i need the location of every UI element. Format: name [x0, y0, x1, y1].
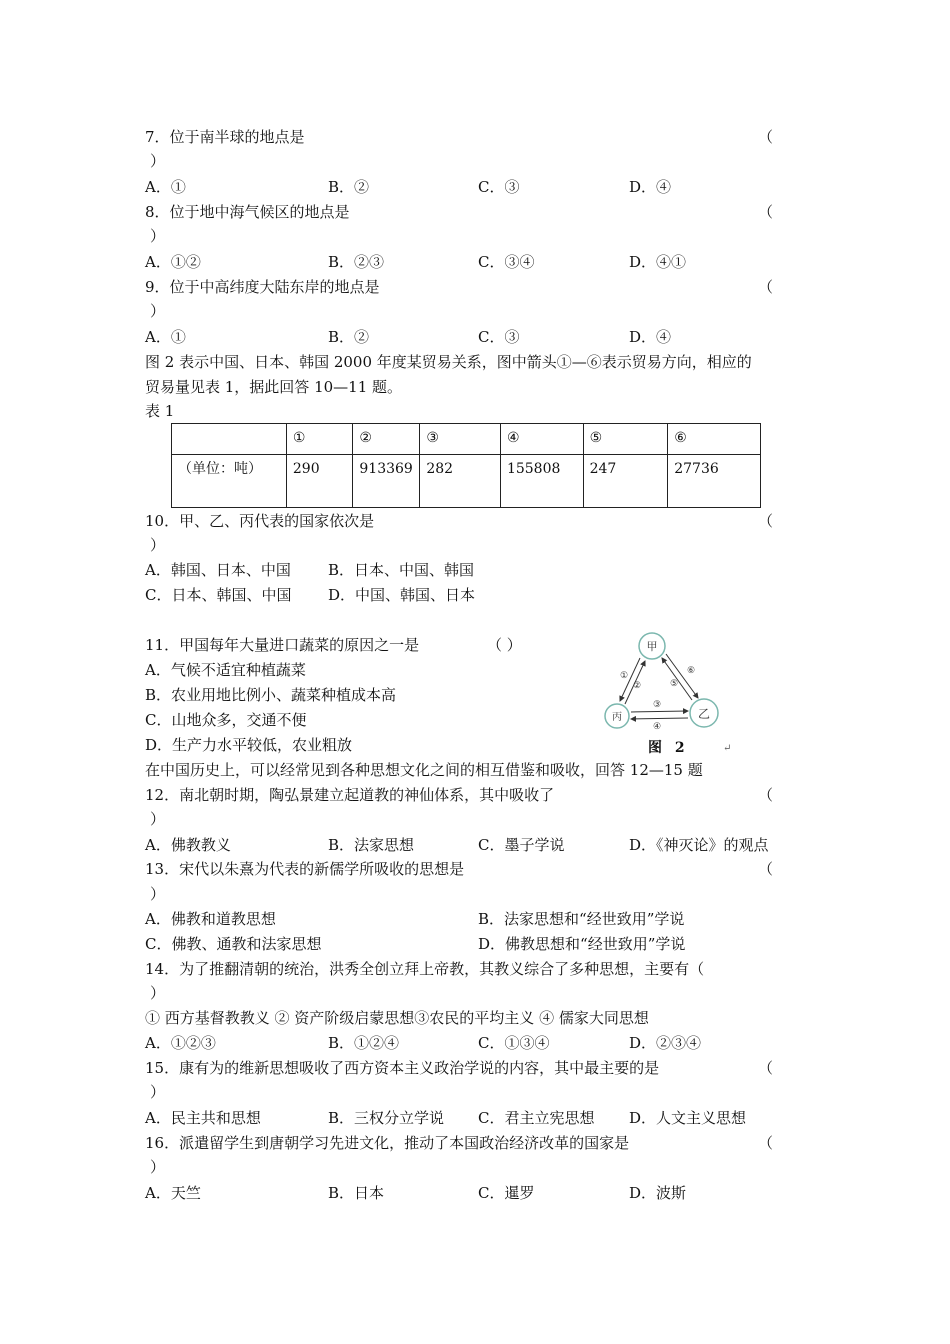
q7-option-c: C．③ [478, 178, 520, 196]
q9-paren-close: ） [150, 302, 166, 320]
arrow-3 [631, 711, 688, 712]
table-header-cell: ① [286, 424, 353, 455]
q9-stem: 9．位于中高纬度大陆东岸的地点是 [145, 278, 380, 296]
q14-option-b: B．①②④ [328, 1034, 400, 1052]
q15-option-a: A．民主共和思想 [145, 1109, 261, 1127]
q8-option-c: C．③④ [478, 253, 535, 271]
q14-stem: 14．为了推翻清朝的统治，洪秀全创立拜上帝教，其教义综合了多种思想，主要有（ [145, 960, 705, 978]
arrow-label-5: ⑤ [670, 679, 679, 689]
return-mark: ↵ [723, 743, 732, 754]
q13-option-c: C．佛教、通教和法家思想 [145, 935, 322, 953]
q7-stem: 7．位于南半球的地点是 [145, 128, 305, 146]
trade-intro-line1: 图 2 表示中国、日本、韩国 2000 年度某贸易关系，图中箭头①—⑥表示贸易方向，相应的 [145, 353, 752, 371]
table-header-row [172, 424, 761, 455]
q12-stem: 12．南北朝时期，陶弘景建立起道教的神仙体系，其中吸收了 [145, 786, 555, 804]
q16-stem: 16．派遣留学生到唐朝学习先进文化，推动了本国政治经济改革的国家是 [145, 1134, 630, 1152]
q12-paren-close: ） [150, 810, 166, 828]
q14-option-c: C．①③④ [478, 1034, 550, 1052]
node-bing-label: 丙 [612, 712, 622, 723]
table-cell: 247 [583, 455, 668, 508]
q15-stem: 15．康有为的维新思想吸收了西方资本主义政治学说的内容，其中最主要的是 [145, 1059, 660, 1077]
q11-option-d: D．生产力水平较低，农业粗放 [145, 736, 353, 754]
q9-option-b: B．② [328, 328, 370, 346]
q13-paren-close: ） [150, 885, 166, 903]
q8-paren-open: （ [758, 203, 774, 221]
q8-option-d: D．④① [629, 253, 687, 271]
node-jia-label: 甲 [646, 640, 658, 653]
q13-stem: 13．宋代以朱熹为代表的新儒学所吸收的思想是 [145, 860, 465, 878]
table-cell: 290 [286, 455, 353, 508]
q10-paren-open: （ [758, 512, 774, 530]
table-cell: 282 [420, 455, 501, 508]
q16-paren-open: （ [758, 1134, 774, 1152]
q16-option-a: A．天竺 [145, 1184, 201, 1202]
q14-paren-close: ） [150, 984, 166, 1002]
q13-option-d: D．佛教思想和“经世致用”学说 [478, 935, 686, 953]
table-row [172, 455, 761, 508]
table-row-label: （单位：吨） [172, 455, 287, 508]
arrow-label-6: ⑥ [687, 666, 696, 676]
q7-paren-open: （ [758, 128, 774, 146]
q12-option-d: D．《神灭论》的观点 [629, 836, 769, 854]
q14-items: ① 西方基督教教义 ② 资产阶级启蒙思想③农民的平均主义 ④ 儒家大同思想 [145, 1009, 649, 1027]
table-header-cell: ⑥ [668, 424, 761, 455]
q11-option-a: A．气候不适宜种植蔬菜 [145, 661, 306, 679]
q14-option-d: D．②③④ [629, 1034, 702, 1052]
q7-paren-close: ） [150, 152, 166, 170]
q13-option-a: A．佛教和道教思想 [145, 910, 276, 928]
arrow-4 [631, 718, 688, 719]
table-cell: 913369 [353, 455, 420, 508]
table-cell: 27736 [668, 455, 761, 508]
trade-table [171, 423, 761, 508]
q9-option-a: A．① [145, 328, 186, 346]
q16-paren-close: ） [150, 1158, 166, 1176]
q15-option-d: D．人文主义思想 [629, 1109, 747, 1127]
arrow-6 [666, 654, 698, 698]
arrow-label-1: ① [620, 671, 629, 681]
q10-option-d: D．中国、韩国、日本 [328, 586, 476, 604]
q11-stem: 11．甲国每年大量进口蔬菜的原因之一是 [145, 636, 420, 654]
table-header-cell [172, 424, 287, 455]
q7-option-d: D．④ [629, 178, 672, 196]
q10-stem: 10．甲、乙、丙代表的国家依次是 [145, 512, 375, 530]
q13-option-b: B．法家思想和“经世致用”学说 [478, 910, 685, 928]
q9-option-d: D．④ [629, 328, 672, 346]
q10-paren-close: ） [150, 536, 166, 554]
q8-option-b: B．②③ [328, 253, 385, 271]
q12-option-c: C．墨子学说 [478, 836, 565, 854]
arrow-label-3: ③ [653, 700, 662, 710]
q8-stem: 8．位于地中海气候区的地点是 [145, 203, 350, 221]
q10-option-c: C．日本、韩国、中国 [145, 586, 292, 604]
q11-option-b: B．农业用地比例小、蔬菜种植成本高 [145, 686, 397, 704]
q16-option-d: D．波斯 [629, 1184, 687, 1202]
table-caption: 表 1 [145, 402, 175, 420]
q13-paren-open: （ [758, 860, 774, 878]
q15-option-c: C．君主立宪思想 [478, 1109, 595, 1127]
q15-paren-open: （ [758, 1059, 774, 1077]
q7-option-b: B．② [328, 178, 370, 196]
table-cell: 155808 [500, 455, 583, 508]
q8-paren-close: ） [150, 227, 166, 245]
q8-option-a: A．①② [145, 253, 201, 271]
q7-option-a: A．① [145, 178, 186, 196]
q12-option-b: B．法家思想 [328, 836, 415, 854]
q15-option-b: B．三权分立学说 [328, 1109, 445, 1127]
q16-option-b: B．日本 [328, 1184, 385, 1202]
q10-option-b: B．日本、中国、韩国 [328, 561, 475, 579]
arrow-label-4: ④ [653, 722, 662, 732]
q16-option-c: C．暹罗 [478, 1184, 535, 1202]
q15-paren-close: ） [150, 1083, 166, 1101]
arrow-label-2: ② [633, 681, 642, 691]
q11-paren: （ ） [487, 636, 522, 654]
table-header-cell: ③ [420, 424, 501, 455]
q11-option-c: C．山地众多，交通不便 [145, 711, 307, 729]
q9-option-c: C．③ [478, 328, 520, 346]
culture-intro: 在中国历史上，可以经常见到各种思想文化之间的相互借鉴和吸收，回答 12—15 题 [145, 761, 703, 779]
q10-option-a: A．韩国、日本、中国 [145, 561, 291, 579]
q9-paren-open: （ [758, 278, 774, 296]
table-header-cell: ② [353, 424, 420, 455]
q12-paren-open: （ [758, 786, 774, 804]
figure-caption: 图 2 [648, 740, 689, 756]
table-header-cell: ④ [500, 424, 583, 455]
q14-option-a: A．①②③ [145, 1034, 216, 1052]
table-header-cell: ⑤ [583, 424, 668, 455]
trade-intro-line2: 贸易量见表 1，据此回答 10—11 题。 [145, 378, 403, 396]
node-yi-label: 乙 [697, 707, 711, 721]
q12-option-a: A．佛教教义 [145, 836, 231, 854]
